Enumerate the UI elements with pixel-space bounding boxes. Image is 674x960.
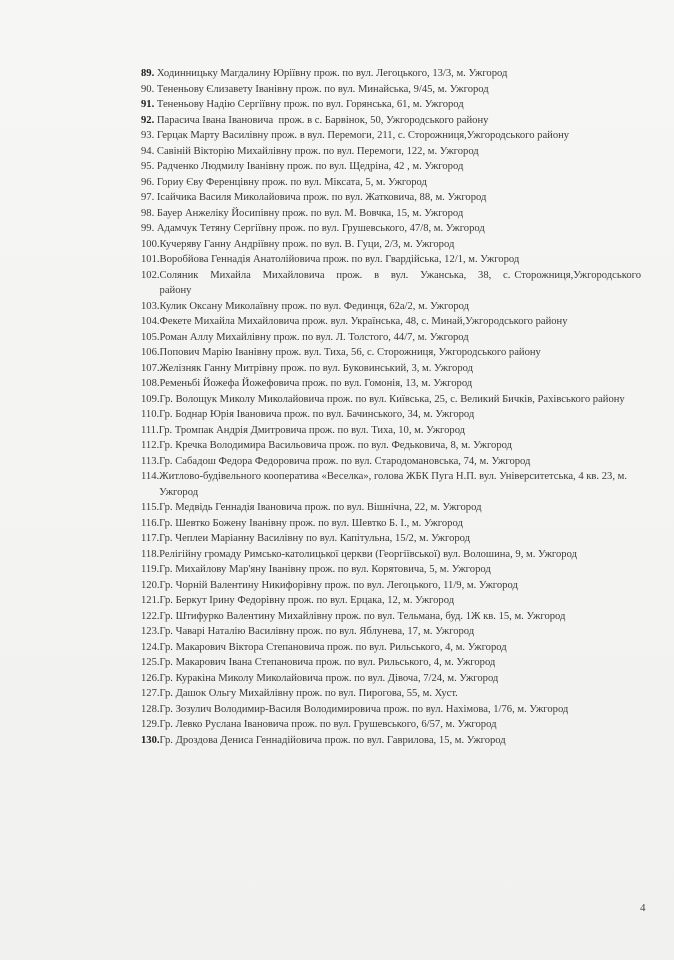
list-item xyxy=(141,438,641,454)
list-item xyxy=(141,624,641,640)
item-text: Кулик Оксану Миколаївну прож. по вул. Фединця, 62а/2, м. Ужгород xyxy=(159,300,470,312)
list-item xyxy=(141,113,641,129)
owners-list xyxy=(141,66,644,748)
item-text: Гр. Макарович Івана Степановича прож. по вул. Рильського, 4, м. Ужгород xyxy=(159,657,496,668)
item-text: Желізняк Ганну Митрівну прож. по вул. Буковинський, 3, м. Ужгород xyxy=(159,362,474,374)
list-item xyxy=(141,268,644,299)
list-item xyxy=(141,97,641,113)
item-number: 115. xyxy=(141,502,160,513)
item-number: 123. xyxy=(141,626,160,637)
item-text: Гр. Боднар Юрія Івановича прож. по вул. Бачинського, 34, м. Ужгород xyxy=(159,409,475,420)
item-number: 124. xyxy=(141,641,160,653)
item-text: Гр. Чеплеи Маріанну Василівну по вул. Капітульна, 15/2, м. Ужгород xyxy=(159,533,471,544)
item-number: 125. xyxy=(141,657,160,668)
item-text: Радченко Людмилу Іванівну прож. по вул. Щедріна, 42 , м. Ужгород xyxy=(154,161,464,172)
list-item xyxy=(141,655,641,671)
list-item xyxy=(141,314,641,330)
list-item xyxy=(141,330,641,346)
item-number: 112. xyxy=(141,440,160,451)
item-text: Гр. Кречка Володимира Васильовича прож. по вул. Федьковича, 8, м. Ужгород xyxy=(159,440,513,451)
item-text: Адамчук Тетяну Сергіївну прож. по вул. Грушевського, 47/8, м. Ужгород xyxy=(154,223,485,234)
item-text: Гр. Михайлову Мар'яну Іванівну прож. по вул. Корятовича, 5, м. Ужгород xyxy=(159,564,491,575)
item-number: 106. xyxy=(141,347,160,358)
list-item xyxy=(141,469,641,500)
item-number: 94. xyxy=(141,145,155,157)
item-text: Герцак Марту Василівну прож. в вул. Перемоги, 211, с. Сторожниця,Ужгородського району xyxy=(154,130,570,141)
item-number: 92. xyxy=(141,114,155,126)
item-text: Парасича Івана Івановича прож. в с. Барвінок, 50, Ужгородського району xyxy=(154,114,489,126)
item-number: 108. xyxy=(141,378,160,389)
list-item xyxy=(141,252,641,268)
item-text: Гр. Дашок Ольгу Михайлівну прож. по вул. Пирогова, 55, м. Хуст. xyxy=(159,688,458,699)
item-number: 95. xyxy=(141,161,155,172)
item-text: Гр. Чорній Валентину Никифорівну прож. по вул. Легоцького, 11/9, м. Ужгород xyxy=(159,579,518,591)
item-text: Ременьбі Йожефа Йожефовича прож. по вул. Гомонія, 13, м. Ужгород xyxy=(159,378,473,389)
list-item xyxy=(141,702,641,718)
item-number: 121. xyxy=(141,595,160,606)
item-number: 118. xyxy=(141,548,160,560)
item-text: Гр. Зозулич Володимир-Василя Володимировича прож. по вул. Нахімова, 1/76, м. Ужгород xyxy=(159,703,569,715)
list-item xyxy=(141,299,641,315)
item-number: 105. xyxy=(141,331,160,343)
list-item xyxy=(141,686,641,702)
item-text: Воробйова Геннадія Анатолійовича прож. по вул. Гвардійська, 12/1, м. Ужгород xyxy=(159,254,520,265)
item-number: 107. xyxy=(141,362,160,374)
list-item xyxy=(141,237,641,253)
item-number: 102. xyxy=(141,269,160,281)
item-number: 117. xyxy=(141,533,160,544)
item-text: Гр. Дроздова Дениса Геннадійовича прож. по вул. Гаврилова, 15, м. Ужгород xyxy=(159,734,506,746)
item-text: Тененьову Єлизавету Іванівну прож. по вул. Минайська, 9/45, м. Ужгород xyxy=(154,83,489,95)
item-text: Гр. Штифурко Валентину Михайлівну прож. по вул. Тельмана, буд. 1Ж кв. 15, м. Ужгород xyxy=(159,610,566,622)
item-text: Фекете Михайла Михайловича прож. вул. Українська, 48, с. Минай,Ужгородського району xyxy=(159,316,568,327)
list-item xyxy=(141,190,641,206)
list-item xyxy=(141,516,641,532)
list-item xyxy=(141,733,641,749)
item-number: 101. xyxy=(141,254,160,265)
item-number: 122. xyxy=(141,610,160,622)
item-text: Ходинницьку Магдалину Юріївну прож. по вул. Легоцького, 13/3, м. Ужгород xyxy=(154,68,508,79)
item-number: 126. xyxy=(141,672,160,684)
item-number: 90. xyxy=(141,83,155,95)
item-text: Гр. Тромпак Андрія Дмитровича прож. по вул. Тиха, 10, м. Ужгород xyxy=(158,424,466,436)
item-text: Гр. Беркут Ірину Федорівну прож. по вул. Ерцака, 12, м. Ужгород xyxy=(159,595,455,606)
item-number: 111. xyxy=(141,424,159,436)
item-number: 127. xyxy=(141,688,160,699)
list-item xyxy=(141,376,641,392)
item-number: 110. xyxy=(141,409,160,420)
item-text: Релігійну громаду Римсько-католицької церкви (Георгіївської) вул. Волошина, 9, м. Ужгород xyxy=(159,548,577,560)
list-item xyxy=(141,500,641,516)
item-text: Бауер Анжеліку Йосипівну прож. по вул. М. Вовчка, 15, м. Ужгород xyxy=(154,207,464,219)
item-text: Гр. Шевтко Божену Іванівну прож. по вул. Шевтко Б. І., м. Ужгород xyxy=(159,517,463,529)
item-number: 89. xyxy=(141,68,155,79)
list-item xyxy=(141,562,641,578)
list-item xyxy=(141,345,641,361)
list-item xyxy=(141,671,641,687)
item-text: Попович Марію Іванівну прож. вул. Тиха, 56, с. Сторожниця, Ужгородського району xyxy=(159,347,541,358)
item-text: Житлово-будівельного кооператива «Веселка», голова ЖБК Пуга Н.П. вул. Університетська, 4 кв. 23, м. Ужгород xyxy=(159,471,630,498)
item-number: 109. xyxy=(141,393,160,405)
list-item xyxy=(141,531,641,547)
item-number: 96. xyxy=(141,176,155,188)
list-item xyxy=(141,82,641,98)
item-number: 100. xyxy=(141,238,160,250)
item-number: 114. xyxy=(141,471,160,482)
page-number: 4 xyxy=(640,902,646,914)
list-item xyxy=(141,128,641,144)
list-item xyxy=(141,175,641,191)
list-item xyxy=(141,547,641,563)
list-item xyxy=(141,578,641,594)
item-number: 98. xyxy=(141,207,155,219)
item-number: 130. xyxy=(141,734,160,746)
list-item xyxy=(141,609,641,625)
item-text: Роман Аллу Михайлівну прож. по вул. Л. Толстого, 44/7, м. Ужгород xyxy=(159,331,469,343)
list-item xyxy=(141,454,641,470)
list-item xyxy=(141,392,641,408)
list-item xyxy=(141,144,641,160)
list-item xyxy=(141,593,641,609)
item-number: 104. xyxy=(141,316,160,327)
item-number: 97. xyxy=(141,192,155,203)
item-number: 116. xyxy=(141,517,160,529)
item-text: Гр. Макарович Віктора Степановича прож. по вул. Рильського, 4, м. Ужгород xyxy=(159,641,507,653)
item-number: 120. xyxy=(141,579,160,591)
list-item xyxy=(141,717,641,733)
item-text: Соляник Михайла Михайловича прож. в вул. Ужанська, 38, с. Сторожниця,Ужгородського району xyxy=(159,269,644,296)
item-number: 99. xyxy=(141,223,155,234)
list-item xyxy=(141,423,641,439)
list-item xyxy=(141,221,641,237)
item-text: Гр. Медвідь Геннадія Івановича прож. по вул. Вішнічна, 22, м. Ужгород xyxy=(159,502,482,513)
list-item xyxy=(141,407,641,423)
item-number: 113. xyxy=(141,455,160,467)
item-text: Гр. Куракіна Миколу Миколайовича прож. по вул. Дівоча, 7/24, м. Ужгород xyxy=(159,672,499,684)
item-text: Гориу Єву Ференцівну прож. по вул. Міксата, 5, м. Ужгород xyxy=(154,176,427,188)
item-number: 128. xyxy=(141,703,160,715)
item-number: 129. xyxy=(141,719,160,730)
item-text: Гр. Сабадош Федора Федоровича прож. по вул. Стародомановська, 74, м. Ужгород xyxy=(159,455,531,467)
item-number: 93. xyxy=(141,130,155,141)
item-text: Гр. Волощук Миколу Миколайовича прож. по вул. Київська, 25, с. Великий Бичків, Рахівського району xyxy=(159,393,625,405)
item-text: Ісайчика Василя Миколайовича прож. по вул. Жатковича, 88, м. Ужгород xyxy=(154,192,487,203)
list-item xyxy=(141,361,641,377)
item-text: Тененьову Надію Сергіївну прож. по вул. Горянська, 61, м. Ужгород xyxy=(154,99,464,110)
item-text: Кучеряву Ганну Андріївну прож. по вул. В. Гуци, 2/3, м. Ужгород xyxy=(159,238,455,250)
item-text: Гр. Левко Руслана Івановича прож. по вул. Грушевського, 6/57, м. Ужгород xyxy=(159,719,497,730)
list-item xyxy=(141,640,641,656)
item-text: Савіній Вікторію Михайлівну прож. по вул. Перемоги, 122, м. Ужгород xyxy=(154,145,479,157)
list-item xyxy=(141,66,641,82)
item-number: 91. xyxy=(141,99,155,110)
list-item xyxy=(141,206,641,222)
list-item xyxy=(141,159,641,175)
item-number: 119. xyxy=(141,564,160,575)
item-number: 103. xyxy=(141,300,160,312)
item-text: Гр. Чаварі Наталію Василівну прож. по вул. Яблунева, 17, м. Ужгород xyxy=(159,626,475,637)
